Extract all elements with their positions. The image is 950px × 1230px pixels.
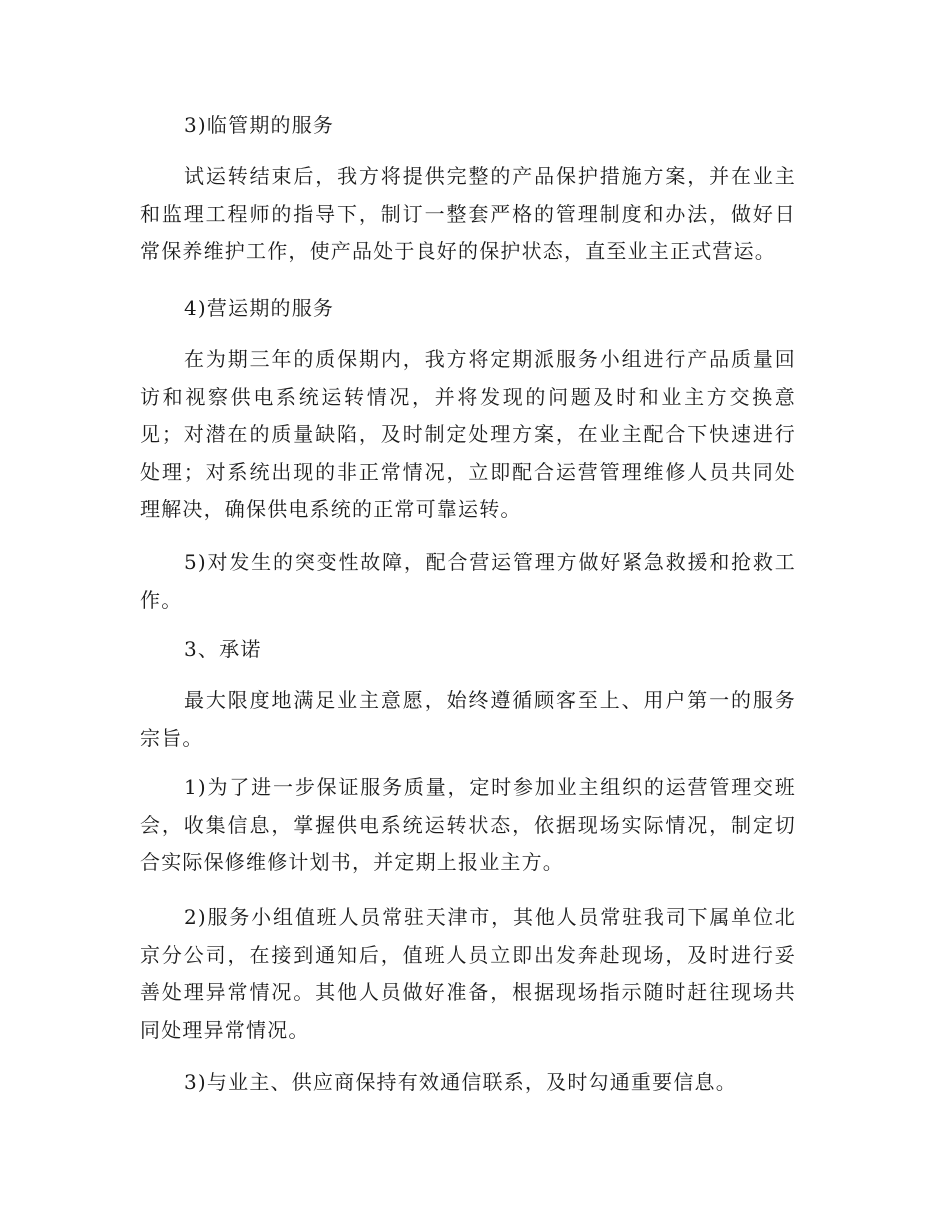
heading-commitment: 3、承诺 — [184, 637, 262, 661]
paragraph-commitment-item-2: 2)服务小组值班人员常驻天津市，其他人员常驻我司下属单位北京分公司，在接到通知后，值班人员立即出发奔赴现场，及时进行妥善处理异常情况。其他人员做好准备，根据现场指示随时赶往现场共同处理异常情况。 — [140, 905, 796, 1042]
paragraph-commitment-item-3: 3)与业主、供应商保持有效通信联系，及时勾通重要信息。 — [184, 1070, 737, 1094]
heading-interim-service: 3)临管期的服务 — [184, 113, 335, 137]
paragraph-commitment-intro: 最大限度地满足业主意愿，始终遵循顾客至上、用户第一的服务宗旨。 — [140, 688, 796, 750]
paragraph-emergency-response: 5)对发生的突变性故障，配合营运管理方做好紧急救援和抢救工作。 — [140, 550, 796, 612]
heading-operation-service: 4)营运期的服务 — [184, 296, 335, 320]
paragraph-commitment-item-1: 1)为了进一步保证服务质量，定时参加业主组织的运营管理交班会，收集信息，掌握供电系统运转状态，依据现场实际情况，制定切合实际保修维修计划书，并定期上报业主方。 — [140, 775, 796, 874]
paragraph-interim-service-body: 试运转结束后，我方将提供完整的产品保护措施方案，并在业主和监理工程师的指导下，制订一整套严格的管理制度和办法，做好日常保养维护工作，使产品处于良好的保护状态，直至业主正式营运。 — [140, 164, 796, 263]
paragraph-operation-service-body: 在为期三年的质保期内，我方将定期派服务小组进行产品质量回访和视察供电系统运转情况，并将发现的问题及时和业主方交换意见；对潜在的质量缺陷，及时制定处理方案，在业主配合下快速进行处理；对系统出现的非正常情况，立即配合运营管理维修人员共同处理解决，确保供电系统的正常可靠运转。 — [140, 347, 796, 521]
